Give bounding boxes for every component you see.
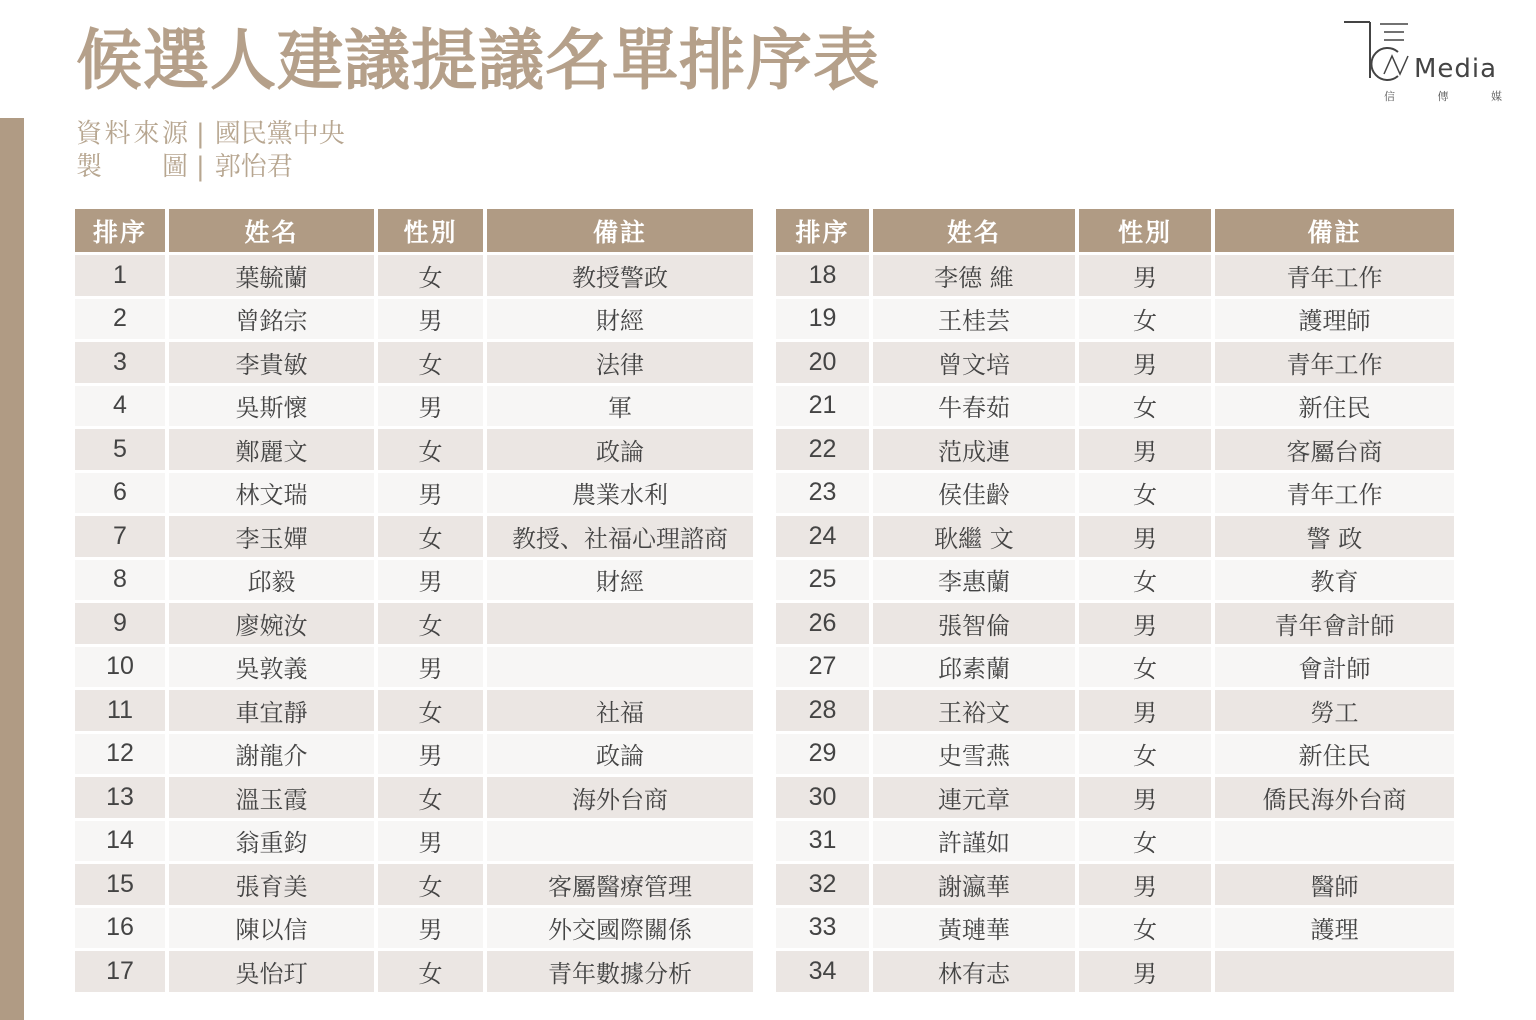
table-row bbox=[75, 342, 753, 383]
note-cell: 農業水利 bbox=[487, 473, 753, 514]
rank-cell: 34 bbox=[776, 951, 869, 992]
note-cell: 財經 bbox=[487, 560, 753, 601]
name-cell: 史雪燕 bbox=[873, 734, 1075, 775]
table-header-row bbox=[75, 209, 753, 252]
note-cell: 勞工 bbox=[1215, 690, 1454, 731]
name-cell: 連元章 bbox=[873, 777, 1075, 818]
rank-cell: 16 bbox=[75, 908, 165, 949]
rank-cell: 14 bbox=[75, 821, 165, 862]
note-cell: 軍 bbox=[487, 386, 753, 427]
name-cell: 邱素蘭 bbox=[873, 647, 1075, 688]
logo-mark-icon bbox=[1340, 16, 1420, 86]
rank-cell: 32 bbox=[776, 864, 869, 905]
credit-label-char: 圖 bbox=[161, 152, 188, 182]
name-cell: 曾文培 bbox=[873, 342, 1075, 383]
table-row bbox=[776, 821, 1454, 862]
gender-cell: 男 bbox=[378, 473, 483, 514]
credit-graphic bbox=[76, 151, 345, 184]
gender-cell: 男 bbox=[1079, 864, 1211, 905]
table-row bbox=[75, 864, 753, 905]
note-cell: 客屬醫療管理 bbox=[487, 864, 753, 905]
roster-table-left bbox=[71, 206, 757, 995]
name-cell: 鄭麗文 bbox=[169, 429, 374, 470]
name-cell: 吳斯懷 bbox=[169, 386, 374, 427]
rank-cell: 2 bbox=[75, 299, 165, 340]
rank-cell: 18 bbox=[776, 255, 869, 296]
rank-cell: 33 bbox=[776, 908, 869, 949]
rank-cell: 28 bbox=[776, 690, 869, 731]
note-cell: 新住民 bbox=[1215, 734, 1454, 775]
rank-cell: 8 bbox=[75, 560, 165, 601]
note-cell: 教育 bbox=[1215, 560, 1454, 601]
gender-cell: 女 bbox=[378, 516, 483, 557]
note-cell bbox=[487, 603, 753, 644]
table-row bbox=[75, 603, 753, 644]
gender-cell: 男 bbox=[378, 386, 483, 427]
table-row bbox=[776, 908, 1454, 949]
rank-cell: 6 bbox=[75, 473, 165, 514]
note-cell: 客屬台商 bbox=[1215, 429, 1454, 470]
note-cell: 護理師 bbox=[1215, 299, 1454, 340]
table-row bbox=[776, 255, 1454, 296]
rank-cell: 7 bbox=[75, 516, 165, 557]
gender-cell: 男 bbox=[378, 560, 483, 601]
gender-cell: 男 bbox=[1079, 429, 1211, 470]
name-cell: 侯佳齡 bbox=[873, 473, 1075, 514]
note-cell: 醫師 bbox=[1215, 864, 1454, 905]
table-row bbox=[776, 299, 1454, 340]
note-cell: 外交國際關係 bbox=[487, 908, 753, 949]
table-row bbox=[776, 560, 1454, 601]
rank-cell: 4 bbox=[75, 386, 165, 427]
name-cell: 范成連 bbox=[873, 429, 1075, 470]
name-cell: 葉毓蘭 bbox=[169, 255, 374, 296]
name-cell: 車宜靜 bbox=[169, 690, 374, 731]
gender-cell: 女 bbox=[1079, 734, 1211, 775]
rank-cell: 12 bbox=[75, 734, 165, 775]
note-cell bbox=[1215, 951, 1454, 992]
credit-label-char: 料 bbox=[104, 119, 131, 149]
rank-cell: 15 bbox=[75, 864, 165, 905]
note-cell: 青年工作 bbox=[1215, 473, 1454, 514]
credit-label-char: 源 bbox=[161, 119, 188, 149]
gender-cell: 女 bbox=[378, 864, 483, 905]
note-cell: 青年工作 bbox=[1215, 255, 1454, 296]
gender-cell: 男 bbox=[1079, 516, 1211, 557]
table-row bbox=[776, 734, 1454, 775]
table-row bbox=[776, 864, 1454, 905]
credit-graphic-value: 郭怡君 bbox=[214, 152, 293, 182]
name-cell: 翁重鈞 bbox=[169, 821, 374, 862]
header-gender: 性別 bbox=[378, 209, 483, 252]
note-cell: 財經 bbox=[487, 299, 753, 340]
rank-cell: 5 bbox=[75, 429, 165, 470]
gender-cell: 女 bbox=[378, 255, 483, 296]
page-title: 候選人建議提議名單排序表 bbox=[76, 22, 880, 99]
table-row bbox=[776, 951, 1454, 992]
table-row bbox=[776, 473, 1454, 514]
rank-cell: 3 bbox=[75, 342, 165, 383]
header-note: 備註 bbox=[1215, 209, 1454, 252]
rank-cell: 19 bbox=[776, 299, 869, 340]
rank-cell: 29 bbox=[776, 734, 869, 775]
note-cell: 僑民海外台商 bbox=[1215, 777, 1454, 818]
gender-cell: 男 bbox=[378, 821, 483, 862]
name-cell: 陳以信 bbox=[169, 908, 374, 949]
logo-subtitle bbox=[1384, 88, 1502, 104]
table-row bbox=[776, 342, 1454, 383]
gender-cell: 女 bbox=[378, 951, 483, 992]
rank-cell: 9 bbox=[75, 603, 165, 644]
rank-cell: 21 bbox=[776, 386, 869, 427]
table-row bbox=[75, 255, 753, 296]
table-row bbox=[776, 690, 1454, 731]
table-row bbox=[75, 951, 753, 992]
name-cell: 李貴敏 bbox=[169, 342, 374, 383]
gender-cell: 男 bbox=[1079, 951, 1211, 992]
table-row bbox=[776, 647, 1454, 688]
table-row bbox=[75, 908, 753, 949]
gender-cell: 女 bbox=[1079, 386, 1211, 427]
header-gender: 性別 bbox=[1079, 209, 1211, 252]
credit-label-char: 資 bbox=[76, 119, 103, 149]
name-cell: 李玉嬋 bbox=[169, 516, 374, 557]
name-cell: 謝龍介 bbox=[169, 734, 374, 775]
rank-cell: 25 bbox=[776, 560, 869, 601]
rank-cell: 11 bbox=[75, 690, 165, 731]
name-cell: 林有志 bbox=[873, 951, 1075, 992]
gender-cell: 男 bbox=[1079, 690, 1211, 731]
rank-cell: 22 bbox=[776, 429, 869, 470]
note-cell: 青年數據分析 bbox=[487, 951, 753, 992]
roster-table-right bbox=[772, 206, 1458, 995]
gender-cell: 男 bbox=[378, 734, 483, 775]
table-row bbox=[75, 777, 753, 818]
table-row bbox=[776, 516, 1454, 557]
table-row bbox=[776, 603, 1454, 644]
gender-cell: 女 bbox=[1079, 299, 1211, 340]
table-header-row bbox=[776, 209, 1454, 252]
rank-cell: 20 bbox=[776, 342, 869, 383]
header-rank: 排序 bbox=[776, 209, 869, 252]
table-row bbox=[75, 516, 753, 557]
table-row bbox=[75, 734, 753, 775]
rank-cell: 17 bbox=[75, 951, 165, 992]
name-cell: 溫玉霞 bbox=[169, 777, 374, 818]
table-row bbox=[75, 299, 753, 340]
gender-cell: 男 bbox=[378, 908, 483, 949]
name-cell: 李德 維 bbox=[873, 255, 1075, 296]
gender-cell: 男 bbox=[1079, 342, 1211, 383]
note-cell: 社福 bbox=[487, 690, 753, 731]
header-name: 姓名 bbox=[873, 209, 1075, 252]
name-cell: 李惠蘭 bbox=[873, 560, 1075, 601]
note-cell: 青年工作 bbox=[1215, 342, 1454, 383]
gender-cell: 男 bbox=[378, 299, 483, 340]
rank-cell: 24 bbox=[776, 516, 869, 557]
credit-source-label bbox=[76, 118, 188, 151]
logo-sub-char: 傳 bbox=[1437, 90, 1449, 103]
gender-cell: 男 bbox=[378, 647, 483, 688]
rank-cell: 27 bbox=[776, 647, 869, 688]
name-cell: 牛春茹 bbox=[873, 386, 1075, 427]
name-cell: 謝瀛華 bbox=[873, 864, 1075, 905]
name-cell: 黃璉華 bbox=[873, 908, 1075, 949]
logo-sub-char: 媒 bbox=[1491, 90, 1502, 103]
name-cell: 吳敦義 bbox=[169, 647, 374, 688]
note-cell: 護理 bbox=[1215, 908, 1454, 949]
credit-divider: | bbox=[196, 152, 205, 182]
credit-source-value: 國民黨中央 bbox=[214, 119, 345, 149]
header-note: 備註 bbox=[487, 209, 753, 252]
credit-label-char: 來 bbox=[133, 119, 160, 149]
table-row bbox=[75, 386, 753, 427]
table-row bbox=[75, 647, 753, 688]
table-body-left bbox=[75, 255, 753, 992]
side-accent-bar bbox=[0, 118, 24, 1020]
name-cell: 許謹如 bbox=[873, 821, 1075, 862]
gender-cell: 女 bbox=[1079, 560, 1211, 601]
table-row bbox=[776, 429, 1454, 470]
name-cell: 曾銘宗 bbox=[169, 299, 374, 340]
gender-cell: 女 bbox=[1079, 473, 1211, 514]
table-row bbox=[776, 386, 1454, 427]
rank-cell: 26 bbox=[776, 603, 869, 644]
name-cell: 耿繼 文 bbox=[873, 516, 1075, 557]
gender-cell: 女 bbox=[1079, 647, 1211, 688]
gender-cell: 男 bbox=[1079, 255, 1211, 296]
note-cell: 警 政 bbox=[1215, 516, 1454, 557]
credit-label-char: 製 bbox=[76, 152, 103, 182]
name-cell: 王桂芸 bbox=[873, 299, 1075, 340]
credits bbox=[76, 118, 345, 184]
note-cell: 法律 bbox=[487, 342, 753, 383]
note-cell bbox=[1215, 821, 1454, 862]
note-cell: 教授、社福心理諮商 bbox=[487, 516, 753, 557]
name-cell: 張智倫 bbox=[873, 603, 1075, 644]
table-row bbox=[776, 777, 1454, 818]
note-cell: 教授警政 bbox=[487, 255, 753, 296]
table-row bbox=[75, 821, 753, 862]
name-cell: 王裕文 bbox=[873, 690, 1075, 731]
table-row bbox=[75, 560, 753, 601]
media-logo bbox=[1340, 16, 1510, 108]
note-cell: 會計師 bbox=[1215, 647, 1454, 688]
gender-cell: 女 bbox=[1079, 821, 1211, 862]
name-cell: 林文瑞 bbox=[169, 473, 374, 514]
gender-cell: 女 bbox=[378, 690, 483, 731]
note-cell: 政論 bbox=[487, 429, 753, 470]
name-cell: 張育美 bbox=[169, 864, 374, 905]
gender-cell: 女 bbox=[378, 342, 483, 383]
table-row bbox=[75, 473, 753, 514]
rank-cell: 1 bbox=[75, 255, 165, 296]
gender-cell: 女 bbox=[378, 429, 483, 470]
name-cell: 邱毅 bbox=[169, 560, 374, 601]
logo-sub-char: 信 bbox=[1384, 90, 1395, 103]
rank-cell: 30 bbox=[776, 777, 869, 818]
rank-cell: 13 bbox=[75, 777, 165, 818]
gender-cell: 男 bbox=[1079, 603, 1211, 644]
header-name: 姓名 bbox=[169, 209, 374, 252]
credit-source bbox=[76, 118, 345, 151]
name-cell: 廖婉汝 bbox=[169, 603, 374, 644]
note-cell bbox=[487, 821, 753, 862]
note-cell: 政論 bbox=[487, 734, 753, 775]
note-cell bbox=[487, 647, 753, 688]
rank-cell: 31 bbox=[776, 821, 869, 862]
note-cell: 海外台商 bbox=[487, 777, 753, 818]
gender-cell: 女 bbox=[378, 777, 483, 818]
note-cell: 青年會計師 bbox=[1215, 603, 1454, 644]
note-cell: 新住民 bbox=[1215, 386, 1454, 427]
credit-graphic-label bbox=[76, 151, 188, 184]
rank-cell: 10 bbox=[75, 647, 165, 688]
gender-cell: 男 bbox=[1079, 777, 1211, 818]
logo-text: Media bbox=[1414, 54, 1498, 84]
rank-cell: 23 bbox=[776, 473, 869, 514]
name-cell: 吳怡玎 bbox=[169, 951, 374, 992]
gender-cell: 女 bbox=[378, 603, 483, 644]
table-row bbox=[75, 690, 753, 731]
gender-cell: 女 bbox=[1079, 908, 1211, 949]
header-rank: 排序 bbox=[75, 209, 165, 252]
table-body-right bbox=[776, 255, 1454, 992]
table-row bbox=[75, 429, 753, 470]
credit-divider: | bbox=[196, 119, 205, 149]
